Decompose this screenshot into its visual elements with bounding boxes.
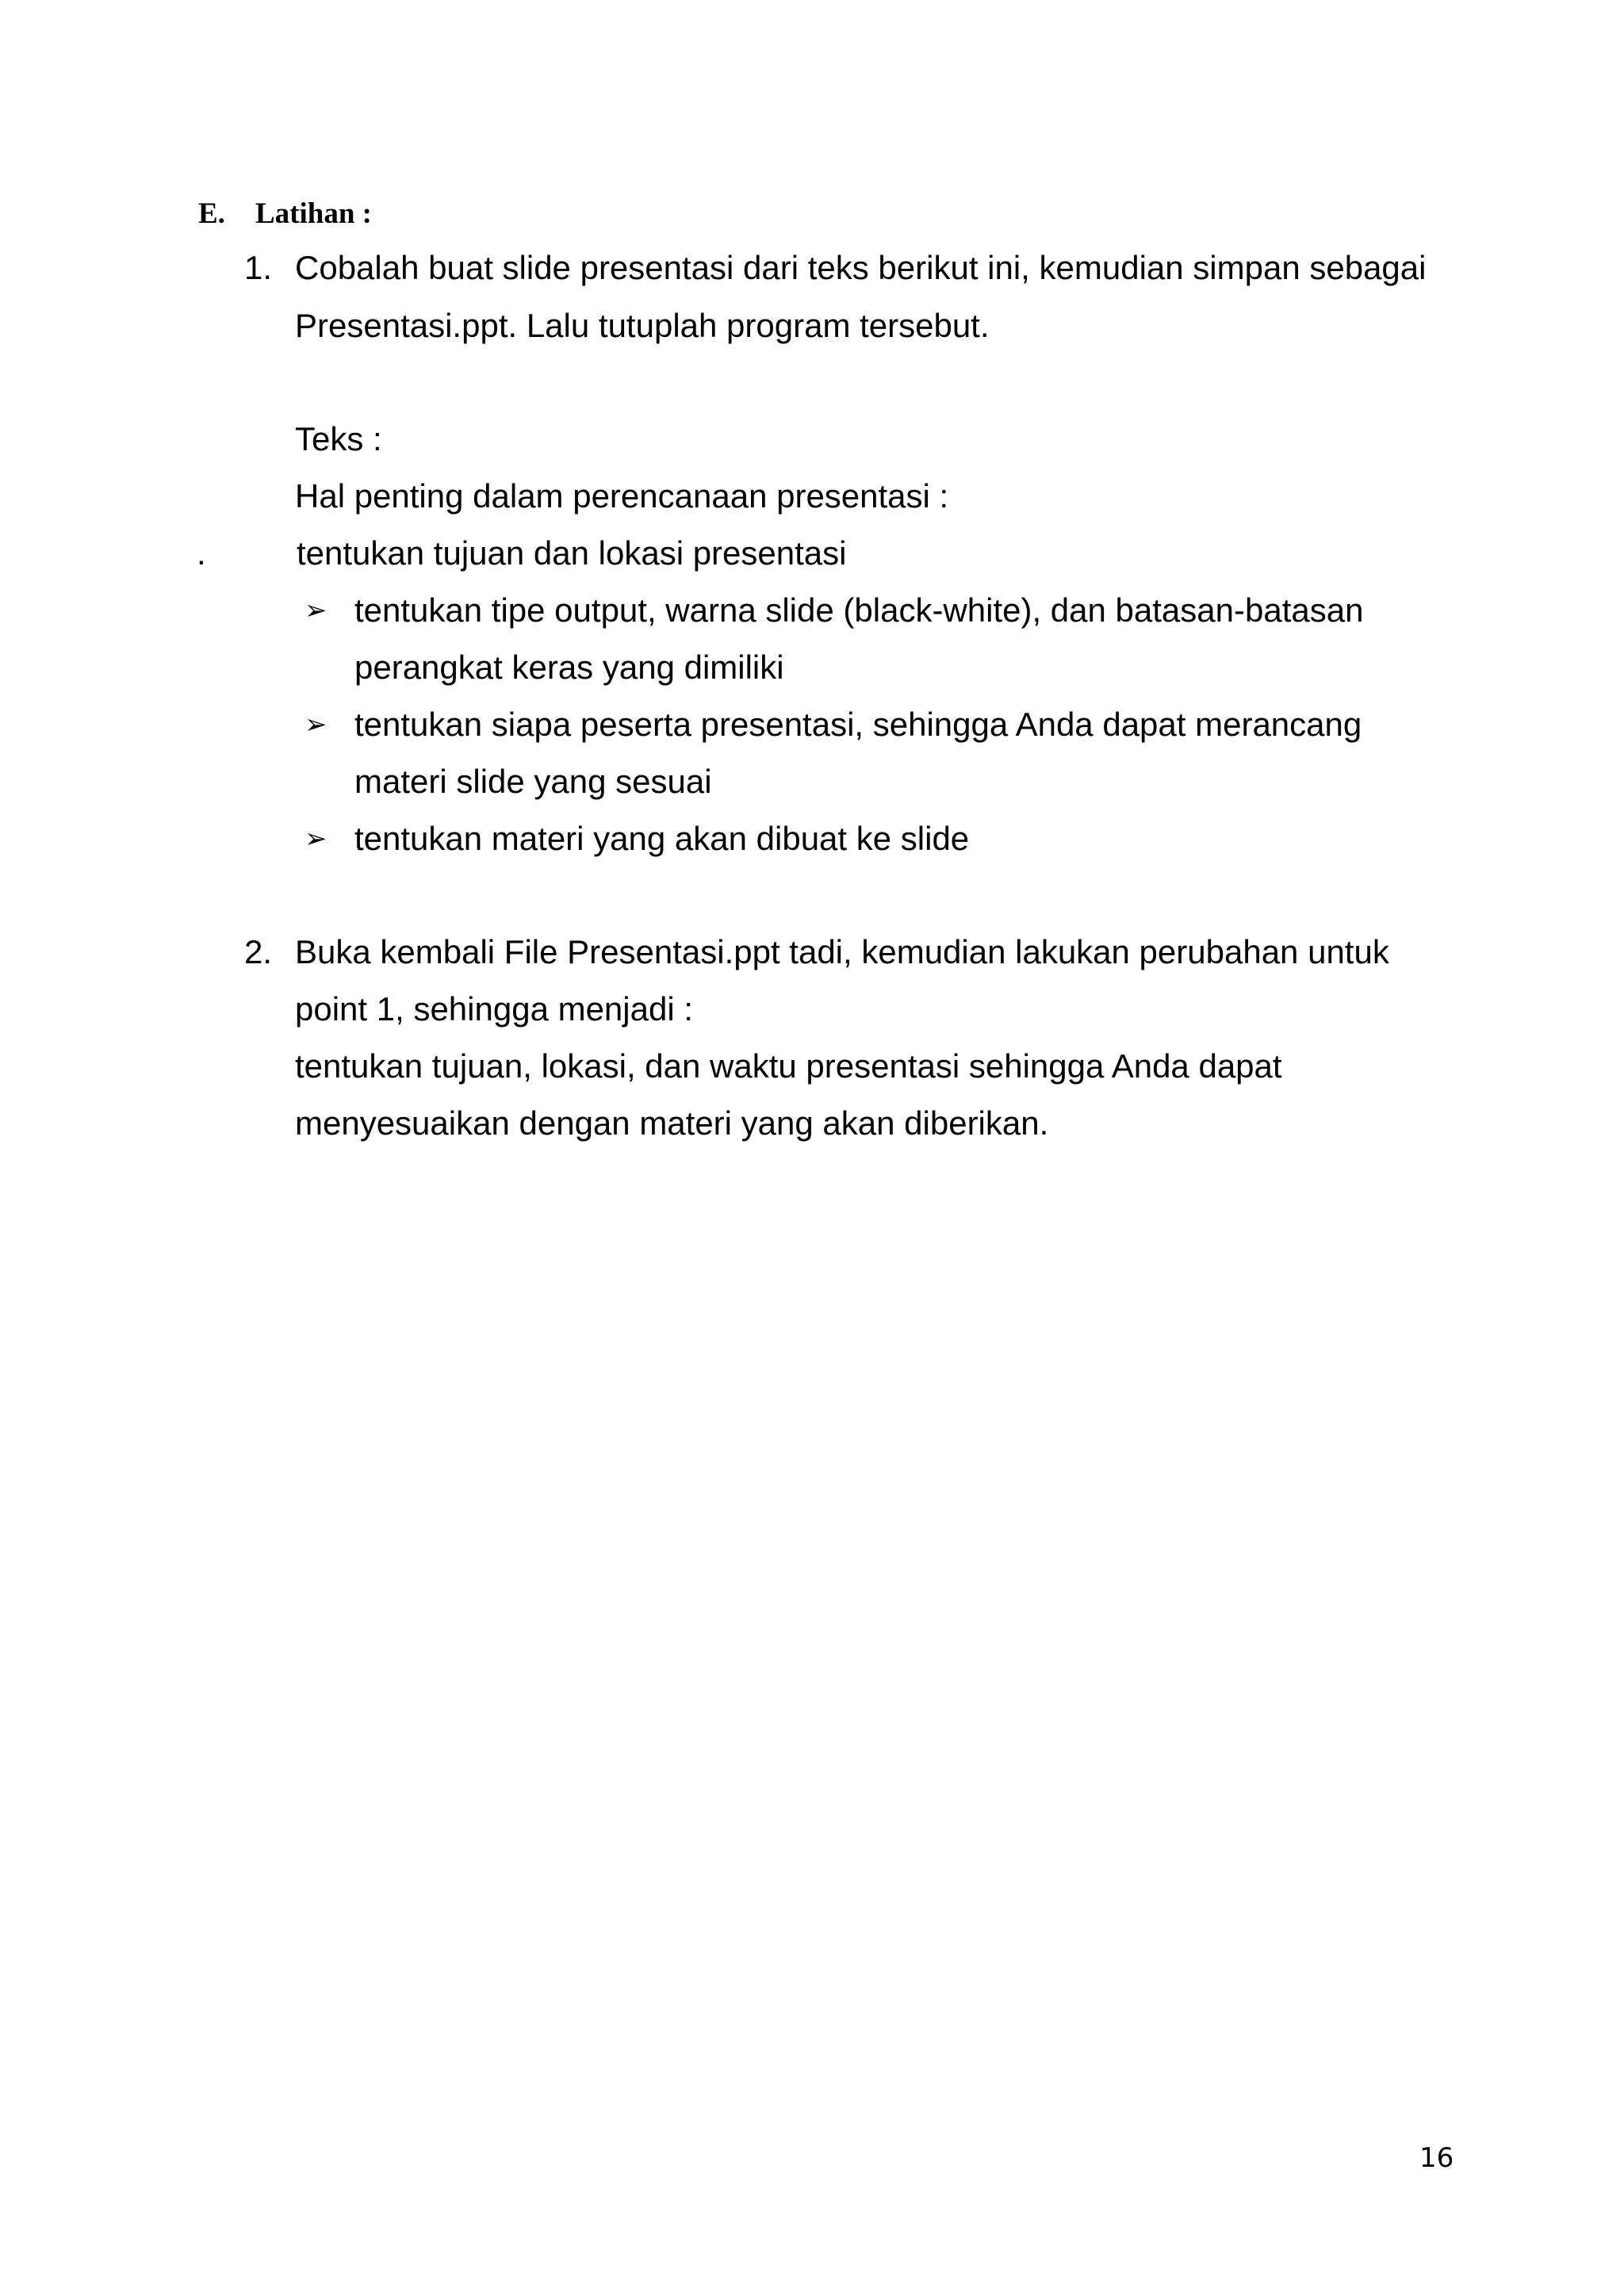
- text-heading: Hal penting dalam perencanaan presentasi :: [295, 477, 949, 515]
- exercise-2-line-3: tentukan tujuan, lokasi, dan waktu presentasi sehingga Anda dapat: [295, 1047, 1282, 1085]
- arrow-bullet-icon: ➢: [304, 710, 327, 740]
- arrow-bullet-icon: ➢: [304, 595, 327, 626]
- bullet-2-line-1: tentukan siapa peserta presentasi, sehingga Anda dapat merancang: [354, 706, 1362, 743]
- exercise-2-line-1: Buka kembali File Presentasi.ppt tadi, kemudian lakukan perubahan untuk: [295, 933, 1389, 970]
- exercise-1-line-1: Cobalah buat slide presentasi dari teks berikut ini, kemudian simpan sebagai: [295, 249, 1427, 286]
- bullet-3-line-1: tentukan materi yang akan dibuat ke slide: [354, 820, 970, 857]
- arrow-bullet-icon: ➢: [304, 824, 327, 854]
- section-letter: E.: [198, 197, 225, 230]
- stray-mark: .: [197, 534, 206, 572]
- exercise-1-line-2: Presentasi.ppt. Lalu tutuplah program tersebut.: [295, 307, 990, 344]
- exercise-2-line-4: menyesuaikan dengan materi yang akan diberikan.: [295, 1104, 1049, 1142]
- exercise-2-number: 2.: [244, 933, 273, 970]
- first-point: tentukan tujuan dan lokasi presentasi: [297, 534, 847, 572]
- section-heading: [198, 197, 372, 232]
- exercise-2-line-2: point 1, sehingga menjadi :: [295, 990, 694, 1027]
- page-number: 16: [1419, 2142, 1454, 2174]
- bullet-1-line-1: tentukan tipe output, warna slide (black-white), dan batasan-batasan: [354, 591, 1364, 629]
- section-title: Latihan :: [255, 197, 373, 230]
- exercise-1-number: 1.: [244, 249, 273, 286]
- bullet-1-line-2: perangkat keras yang dimiliki: [354, 649, 784, 686]
- bullet-2-line-2: materi slide yang sesuai: [354, 763, 712, 800]
- text-label: Teks :: [295, 420, 382, 457]
